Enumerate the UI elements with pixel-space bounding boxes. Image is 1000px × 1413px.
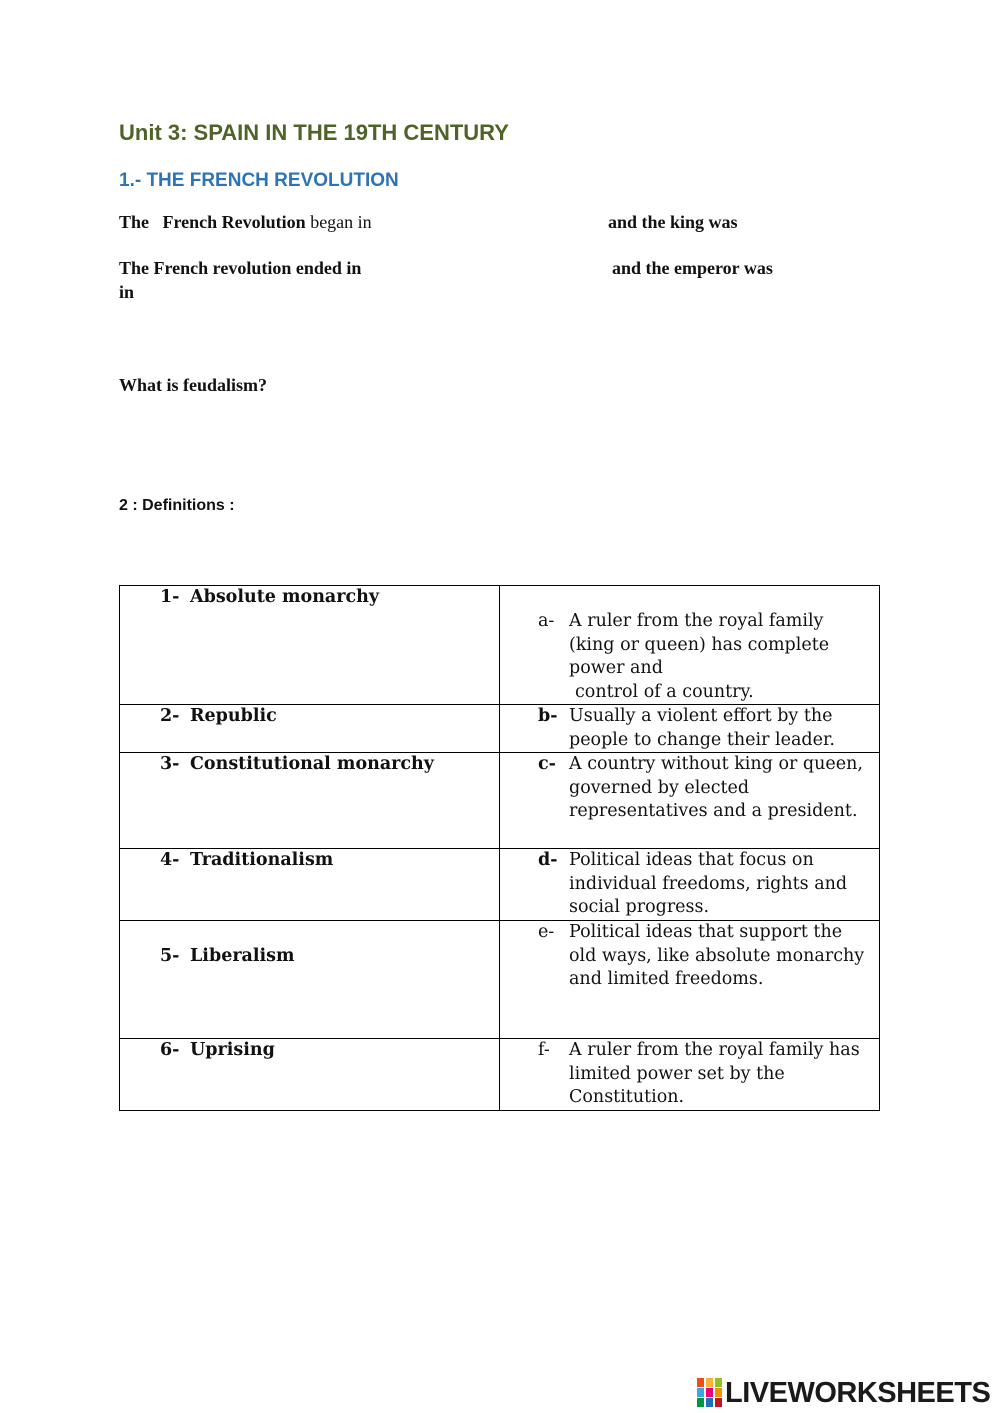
term-label: Traditionalism [190,850,334,870]
definition-text [569,610,871,704]
liveworksheets-logo-text: LIVEWORKSHEETS [725,1377,991,1409]
term-label: Republic [190,706,277,726]
ended-in-text: in [119,282,135,302]
definition-cell [500,705,880,753]
definition-text: Political ideas that support the old ways, like absolute monarchy and limited freedoms. [569,922,865,989]
definitions-heading: 2 : Definitions : [119,497,235,514]
term-cell [120,849,500,921]
term-number: 6- [160,1040,180,1060]
began-in-text: began in [310,212,372,232]
term-cell [120,921,500,1039]
sentence-revolution-ended: The French revolution ended in [119,258,362,278]
definition-text: A ruler from the royal family has limited power set by the Constitution. [569,1040,860,1107]
term-label: Liberalism [190,946,295,966]
definition-cell [500,586,880,705]
definition-letter: f- [538,1040,550,1060]
table-row [120,753,880,849]
term-number: 3- [160,754,180,774]
term-number: 4- [160,850,180,870]
table-row [120,586,880,705]
term-label: Absolute monarchy [190,587,380,607]
term-label: Uprising [190,1040,275,1060]
definition-cell [500,849,880,921]
definition-cell [500,921,880,1039]
definition-cell [500,1039,880,1111]
definition-text: Political ideas that focus on individual freedoms, rights and social progress. [569,850,848,917]
definition-letter: d- [538,850,558,870]
table-row [120,921,880,1039]
term-french-revolution: French Revolution [162,212,306,232]
table-row [120,1039,880,1111]
term-cell [120,1039,500,1111]
definition-text-continued: control of a country. [575,681,754,702]
term-cell [120,586,500,705]
definition-letter: b- [538,706,558,726]
term-number: 2- [160,706,180,726]
unit-title: Unit 3: SPAIN IN THE 19TH CENTURY [119,120,509,145]
section-title: 1.- THE FRENCH REVOLUTION [119,170,399,191]
definition-text: A country without king or queen, governed by elected representatives and a president. [569,754,863,821]
definition-letter: e- [538,922,555,942]
definition-text-main: A ruler from the royal family (king or queen) has complete power and [569,611,830,678]
term-number: 1- [160,587,180,607]
emperor-was-text: and the emperor was [612,258,773,278]
king-was-text: and the king was [608,212,738,232]
liveworksheets-logo [697,1377,990,1409]
definition-text: Usually a violent effort by the people to change their leader. [569,706,835,750]
feudalism-question: What is feudalism? [119,375,268,395]
definitions-table [119,585,880,1111]
term-label: Constitutional monarchy [190,754,434,774]
liveworksheets-logo-icon [697,1378,723,1408]
sentence-revolution-began [119,212,372,233]
table-row [120,705,880,753]
term-cell [120,753,500,849]
definition-letter: a- [538,611,555,631]
term-number: 5- [160,946,180,966]
table-row [120,849,880,921]
word-the: The [119,212,150,232]
term-cell [120,705,500,753]
definition-cell [500,753,880,849]
definition-letter: c- [538,754,556,774]
